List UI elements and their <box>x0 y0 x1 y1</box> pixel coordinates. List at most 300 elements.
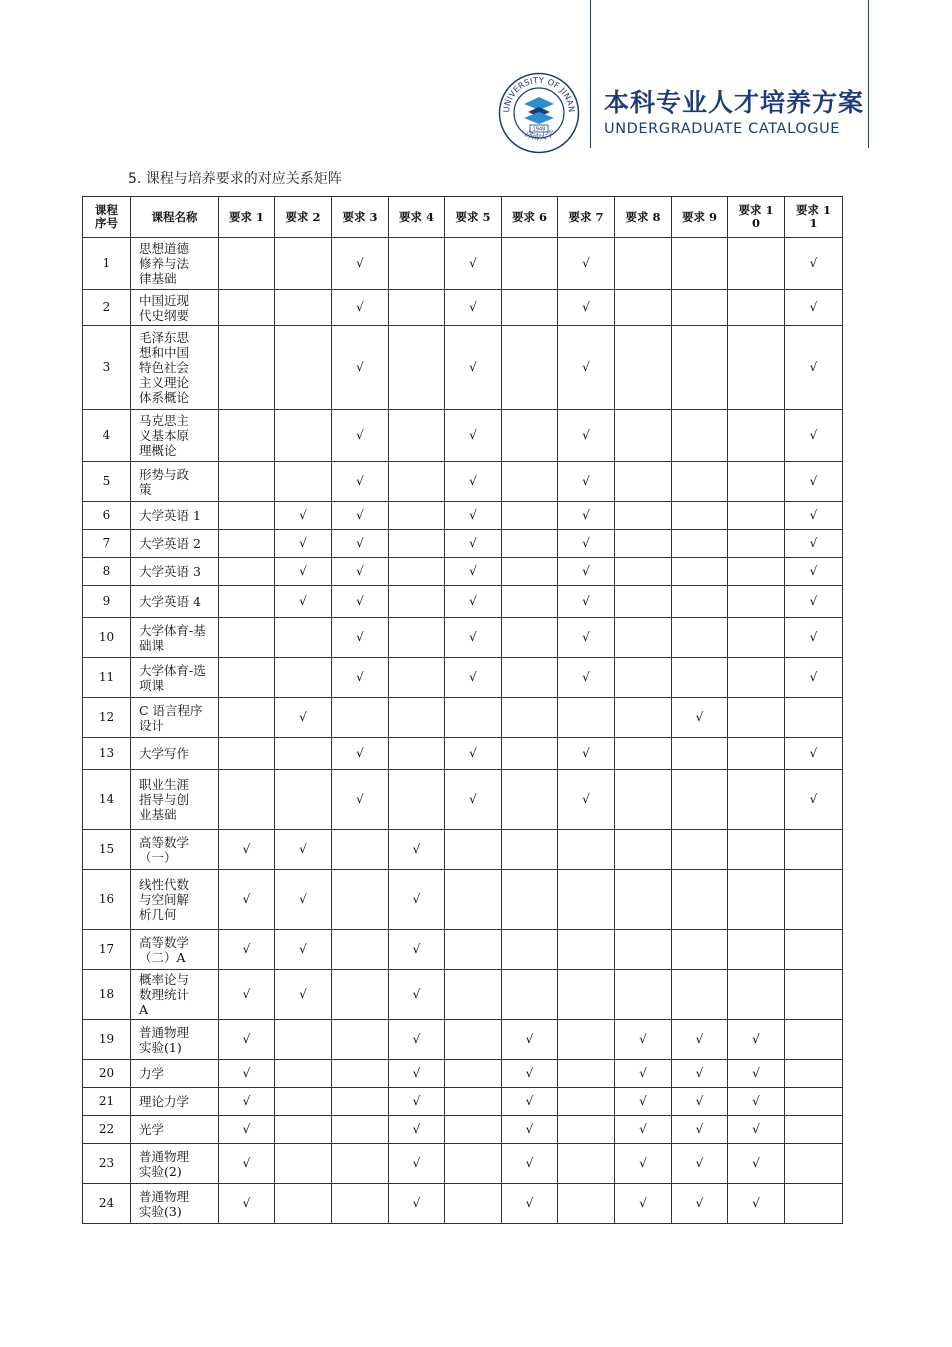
empty-cell <box>672 238 728 290</box>
table-row <box>83 238 843 290</box>
course-name-text: 线性代数与空间解析几何 <box>139 877 190 922</box>
check-mark: √ <box>445 410 502 462</box>
empty-cell <box>389 502 445 530</box>
empty-cell <box>672 558 728 586</box>
empty-cell <box>728 462 785 502</box>
check-mark: √ <box>445 586 502 618</box>
empty-cell <box>332 1116 389 1144</box>
header-divider-right <box>868 0 869 148</box>
check-mark: √ <box>558 618 615 658</box>
course-no: 4 <box>83 410 131 462</box>
check-mark: √ <box>785 238 843 290</box>
empty-cell <box>389 558 445 586</box>
course-no: 12 <box>83 698 131 738</box>
course-name <box>131 1144 219 1184</box>
empty-cell <box>785 1020 843 1060</box>
empty-cell <box>785 698 843 738</box>
check-mark: √ <box>672 1060 728 1088</box>
empty-cell <box>615 930 672 970</box>
course-no: 18 <box>83 970 131 1020</box>
empty-cell <box>502 618 558 658</box>
empty-cell <box>672 970 728 1020</box>
check-mark: √ <box>502 1060 558 1088</box>
university-logo <box>498 72 580 154</box>
logo-motto: 济南大学 <box>522 129 556 142</box>
table-row <box>83 462 843 502</box>
check-mark: √ <box>785 658 843 698</box>
empty-cell <box>332 1144 389 1184</box>
empty-cell <box>672 326 728 410</box>
check-mark: √ <box>332 326 389 410</box>
empty-cell <box>445 1144 502 1184</box>
empty-cell <box>728 930 785 970</box>
empty-cell <box>502 930 558 970</box>
empty-cell <box>275 1088 332 1116</box>
empty-cell <box>728 770 785 830</box>
check-mark: √ <box>332 462 389 502</box>
check-mark: √ <box>728 1060 785 1088</box>
empty-cell <box>389 290 445 326</box>
empty-cell <box>332 830 389 870</box>
course-name <box>131 530 219 558</box>
course-name-text: 大学英语 3 <box>139 564 201 579</box>
course-name <box>131 870 219 930</box>
empty-cell <box>219 326 275 410</box>
table-row <box>83 558 843 586</box>
course-name <box>131 410 219 462</box>
empty-cell <box>785 1144 843 1184</box>
empty-cell <box>785 1184 843 1224</box>
check-mark: √ <box>389 970 445 1020</box>
header-requirement-4: 要求 4 <box>389 197 445 238</box>
check-mark: √ <box>219 830 275 870</box>
empty-cell <box>502 502 558 530</box>
check-mark: √ <box>502 1144 558 1184</box>
empty-cell <box>785 970 843 1020</box>
empty-cell <box>389 698 445 738</box>
course-no: 5 <box>83 462 131 502</box>
empty-cell <box>728 238 785 290</box>
course-name-text: 概率论与数理统计 A <box>139 972 190 1017</box>
empty-cell <box>615 530 672 558</box>
empty-cell <box>672 830 728 870</box>
check-mark: √ <box>332 738 389 770</box>
check-mark: √ <box>445 738 502 770</box>
empty-cell <box>502 530 558 558</box>
empty-cell <box>219 502 275 530</box>
empty-cell <box>332 930 389 970</box>
course-no: 8 <box>83 558 131 586</box>
empty-cell <box>502 770 558 830</box>
course-name-text: 职业生涯指导与创业基础 <box>139 777 190 822</box>
empty-cell <box>275 1116 332 1144</box>
check-mark: √ <box>219 1116 275 1144</box>
empty-cell <box>219 618 275 658</box>
empty-cell <box>219 410 275 462</box>
check-mark: √ <box>558 558 615 586</box>
check-mark: √ <box>558 410 615 462</box>
empty-cell <box>219 558 275 586</box>
header-requirement-1: 要求 1 <box>219 197 275 238</box>
catalogue-title-cn: 本科专业人才培养方案 <box>604 88 865 117</box>
check-mark: √ <box>558 502 615 530</box>
empty-cell <box>615 502 672 530</box>
course-name-text: 形势与政策 <box>139 466 190 497</box>
check-mark: √ <box>615 1088 672 1116</box>
course-name-text: 光学 <box>139 1122 165 1137</box>
check-mark: √ <box>785 462 843 502</box>
empty-cell <box>332 970 389 1020</box>
header-requirement-6: 要求 6 <box>502 197 558 238</box>
empty-cell <box>389 738 445 770</box>
check-mark: √ <box>332 290 389 326</box>
course-no: 14 <box>83 770 131 830</box>
course-name <box>131 970 219 1020</box>
course-name-text: C 语言程序设计 <box>139 702 203 733</box>
empty-cell <box>332 1184 389 1224</box>
empty-cell <box>502 410 558 462</box>
header-requirement-10: 要求 10 <box>728 197 785 238</box>
course-name-text: 大学写作 <box>139 746 190 761</box>
empty-cell <box>445 1088 502 1116</box>
course-no: 10 <box>83 618 131 658</box>
check-mark: √ <box>445 618 502 658</box>
check-mark: √ <box>445 530 502 558</box>
check-mark: √ <box>275 930 332 970</box>
course-name <box>131 326 219 410</box>
check-mark: √ <box>785 558 843 586</box>
check-mark: √ <box>389 870 445 930</box>
header-requirement-2: 要求 2 <box>275 197 332 238</box>
check-mark: √ <box>275 558 332 586</box>
check-mark: √ <box>785 770 843 830</box>
logo-year: 1948 <box>532 126 546 133</box>
catalogue-title-en: UNDERGRADUATE CATALOGUE <box>604 121 841 137</box>
check-mark: √ <box>672 1144 728 1184</box>
check-mark: √ <box>219 1144 275 1184</box>
check-mark: √ <box>785 290 843 326</box>
empty-cell <box>502 586 558 618</box>
check-mark: √ <box>558 462 615 502</box>
empty-cell <box>558 698 615 738</box>
check-mark: √ <box>332 658 389 698</box>
course-name-text: 大学英语 1 <box>139 508 201 523</box>
check-mark: √ <box>445 326 502 410</box>
table-row <box>83 502 843 530</box>
check-mark: √ <box>275 830 332 870</box>
course-no: 2 <box>83 290 131 326</box>
empty-cell <box>219 698 275 738</box>
table-row <box>83 738 843 770</box>
course-name <box>131 770 219 830</box>
empty-cell <box>728 502 785 530</box>
check-mark: √ <box>275 502 332 530</box>
check-mark: √ <box>389 930 445 970</box>
empty-cell <box>615 698 672 738</box>
empty-cell <box>785 830 843 870</box>
empty-cell <box>502 870 558 930</box>
catalogue-header <box>604 88 864 138</box>
empty-cell <box>558 1088 615 1116</box>
check-mark: √ <box>615 1184 672 1224</box>
empty-cell <box>558 1184 615 1224</box>
empty-cell <box>785 1116 843 1144</box>
check-mark: √ <box>615 1116 672 1144</box>
course-name <box>131 462 219 502</box>
empty-cell <box>558 870 615 930</box>
empty-cell <box>728 970 785 1020</box>
check-mark: √ <box>445 770 502 830</box>
empty-cell <box>672 870 728 930</box>
table-row <box>83 1184 843 1224</box>
check-mark: √ <box>332 502 389 530</box>
empty-cell <box>615 738 672 770</box>
check-mark: √ <box>332 586 389 618</box>
empty-cell <box>672 738 728 770</box>
check-mark: √ <box>615 1144 672 1184</box>
empty-cell <box>445 1060 502 1088</box>
check-mark: √ <box>785 618 843 658</box>
empty-cell <box>275 618 332 658</box>
table-row <box>83 830 843 870</box>
check-mark: √ <box>219 970 275 1020</box>
check-mark: √ <box>502 1020 558 1060</box>
empty-cell <box>672 930 728 970</box>
check-mark: √ <box>558 658 615 698</box>
course-name-text: 思想道德修养与法律基础 <box>139 241 190 286</box>
empty-cell <box>219 738 275 770</box>
empty-cell <box>558 1116 615 1144</box>
course-no: 15 <box>83 830 131 870</box>
check-mark: √ <box>389 1088 445 1116</box>
course-no: 20 <box>83 1060 131 1088</box>
empty-cell <box>615 830 672 870</box>
check-mark: √ <box>219 1060 275 1088</box>
course-no: 3 <box>83 326 131 410</box>
empty-cell <box>672 770 728 830</box>
header-requirement-5: 要求 5 <box>445 197 502 238</box>
empty-cell <box>445 970 502 1020</box>
empty-cell <box>502 558 558 586</box>
empty-cell <box>785 1088 843 1116</box>
course-name-text: 中国近现代史纲要 <box>139 292 190 323</box>
empty-cell <box>615 238 672 290</box>
course-no: 6 <box>83 502 131 530</box>
empty-cell <box>219 462 275 502</box>
course-name <box>131 238 219 290</box>
empty-cell <box>728 326 785 410</box>
check-mark: √ <box>332 410 389 462</box>
empty-cell <box>615 326 672 410</box>
logo-arc-text: UNIVERSITY OF JINAN <box>500 74 578 113</box>
check-mark: √ <box>502 1184 558 1224</box>
check-mark: √ <box>558 738 615 770</box>
empty-cell <box>728 530 785 558</box>
check-mark: √ <box>219 870 275 930</box>
course-name <box>131 830 219 870</box>
course-no: 17 <box>83 930 131 970</box>
empty-cell <box>502 698 558 738</box>
empty-cell <box>672 462 728 502</box>
course-no: 19 <box>83 1020 131 1060</box>
check-mark: √ <box>558 238 615 290</box>
check-mark: √ <box>558 290 615 326</box>
course-no: 22 <box>83 1116 131 1144</box>
course-name <box>131 586 219 618</box>
empty-cell <box>728 618 785 658</box>
header-divider-left <box>590 0 591 148</box>
header-requirement-9: 要求 9 <box>672 197 728 238</box>
empty-cell <box>558 1060 615 1088</box>
empty-cell <box>275 326 332 410</box>
check-mark: √ <box>445 558 502 586</box>
check-mark: √ <box>219 930 275 970</box>
check-mark: √ <box>275 970 332 1020</box>
empty-cell <box>389 770 445 830</box>
empty-cell <box>332 870 389 930</box>
course-name-text: 大学英语 2 <box>139 536 201 551</box>
course-name-text: 理论力学 <box>139 1094 190 1109</box>
course-name-text: 普通物理实验(1) <box>139 1024 190 1055</box>
check-mark: √ <box>389 830 445 870</box>
empty-cell <box>275 1060 332 1088</box>
empty-cell <box>502 830 558 870</box>
check-mark: √ <box>558 586 615 618</box>
table-row <box>83 1088 843 1116</box>
empty-cell <box>672 586 728 618</box>
empty-cell <box>672 290 728 326</box>
check-mark: √ <box>672 1020 728 1060</box>
empty-cell <box>672 658 728 698</box>
check-mark: √ <box>332 558 389 586</box>
check-mark: √ <box>332 770 389 830</box>
check-mark: √ <box>219 1088 275 1116</box>
course-no: 11 <box>83 658 131 698</box>
course-name <box>131 658 219 698</box>
empty-cell <box>219 586 275 618</box>
course-no: 21 <box>83 1088 131 1116</box>
empty-cell <box>785 1060 843 1088</box>
empty-cell <box>275 738 332 770</box>
check-mark: √ <box>728 1184 785 1224</box>
empty-cell <box>275 462 332 502</box>
empty-cell <box>728 290 785 326</box>
course-name <box>131 290 219 326</box>
header-course-no: 课程序号 <box>83 197 131 238</box>
check-mark: √ <box>785 502 843 530</box>
table-row <box>83 530 843 558</box>
check-mark: √ <box>219 1020 275 1060</box>
empty-cell <box>785 870 843 930</box>
empty-cell <box>275 410 332 462</box>
check-mark: √ <box>275 586 332 618</box>
check-mark: √ <box>389 1184 445 1224</box>
empty-cell <box>558 970 615 1020</box>
course-name-text: 大学体育-基础课 <box>139 622 206 653</box>
check-mark: √ <box>389 1020 445 1060</box>
empty-cell <box>615 410 672 462</box>
check-mark: √ <box>728 1144 785 1184</box>
check-mark: √ <box>332 238 389 290</box>
empty-cell <box>615 558 672 586</box>
empty-cell <box>332 1020 389 1060</box>
table-row <box>83 970 843 1020</box>
check-mark: √ <box>615 1020 672 1060</box>
empty-cell <box>275 238 332 290</box>
empty-cell <box>219 238 275 290</box>
check-mark: √ <box>275 530 332 558</box>
course-no: 13 <box>83 738 131 770</box>
course-requirement-matrix <box>82 196 843 1224</box>
course-name-text: 毛泽东思想和中国特色社会主义理论体系概论 <box>139 330 190 405</box>
empty-cell <box>275 1020 332 1060</box>
check-mark: √ <box>785 738 843 770</box>
empty-cell <box>672 410 728 462</box>
empty-cell <box>502 738 558 770</box>
check-mark: √ <box>445 658 502 698</box>
check-mark: √ <box>445 462 502 502</box>
table-row <box>83 698 843 738</box>
course-name <box>131 558 219 586</box>
table-row <box>83 1060 843 1088</box>
empty-cell <box>332 1060 389 1088</box>
course-name <box>131 930 219 970</box>
check-mark: √ <box>389 1116 445 1144</box>
course-no: 24 <box>83 1184 131 1224</box>
empty-cell <box>615 770 672 830</box>
check-mark: √ <box>275 870 332 930</box>
empty-cell <box>389 658 445 698</box>
empty-cell <box>728 830 785 870</box>
course-name-text: 高等数学（一） <box>139 834 190 865</box>
table-body <box>83 238 843 1224</box>
table-row <box>83 770 843 830</box>
table-row <box>83 410 843 462</box>
course-name-text: 力学 <box>139 1066 165 1081</box>
empty-cell <box>445 930 502 970</box>
empty-cell <box>219 530 275 558</box>
empty-cell <box>672 530 728 558</box>
empty-cell <box>502 462 558 502</box>
course-name <box>131 698 219 738</box>
table-row <box>83 618 843 658</box>
header-requirement-3: 要求 3 <box>332 197 389 238</box>
empty-cell <box>502 658 558 698</box>
check-mark: √ <box>785 586 843 618</box>
table-row <box>83 326 843 410</box>
section-title: 5. 课程与培养要求的对应关系矩阵 <box>128 171 342 187</box>
check-mark: √ <box>445 502 502 530</box>
check-mark: √ <box>332 530 389 558</box>
empty-cell <box>389 618 445 658</box>
empty-cell <box>615 870 672 930</box>
empty-cell <box>275 290 332 326</box>
empty-cell <box>558 930 615 970</box>
table-row <box>83 658 843 698</box>
empty-cell <box>389 586 445 618</box>
empty-cell <box>389 530 445 558</box>
empty-cell <box>275 770 332 830</box>
empty-cell <box>445 1184 502 1224</box>
check-mark: √ <box>672 1088 728 1116</box>
table-header-row <box>83 197 843 238</box>
empty-cell <box>728 698 785 738</box>
check-mark: √ <box>219 1184 275 1224</box>
empty-cell <box>445 830 502 870</box>
empty-cell <box>672 618 728 658</box>
course-name-text: 大学体育-选项课 <box>139 662 206 693</box>
empty-cell <box>275 1184 332 1224</box>
